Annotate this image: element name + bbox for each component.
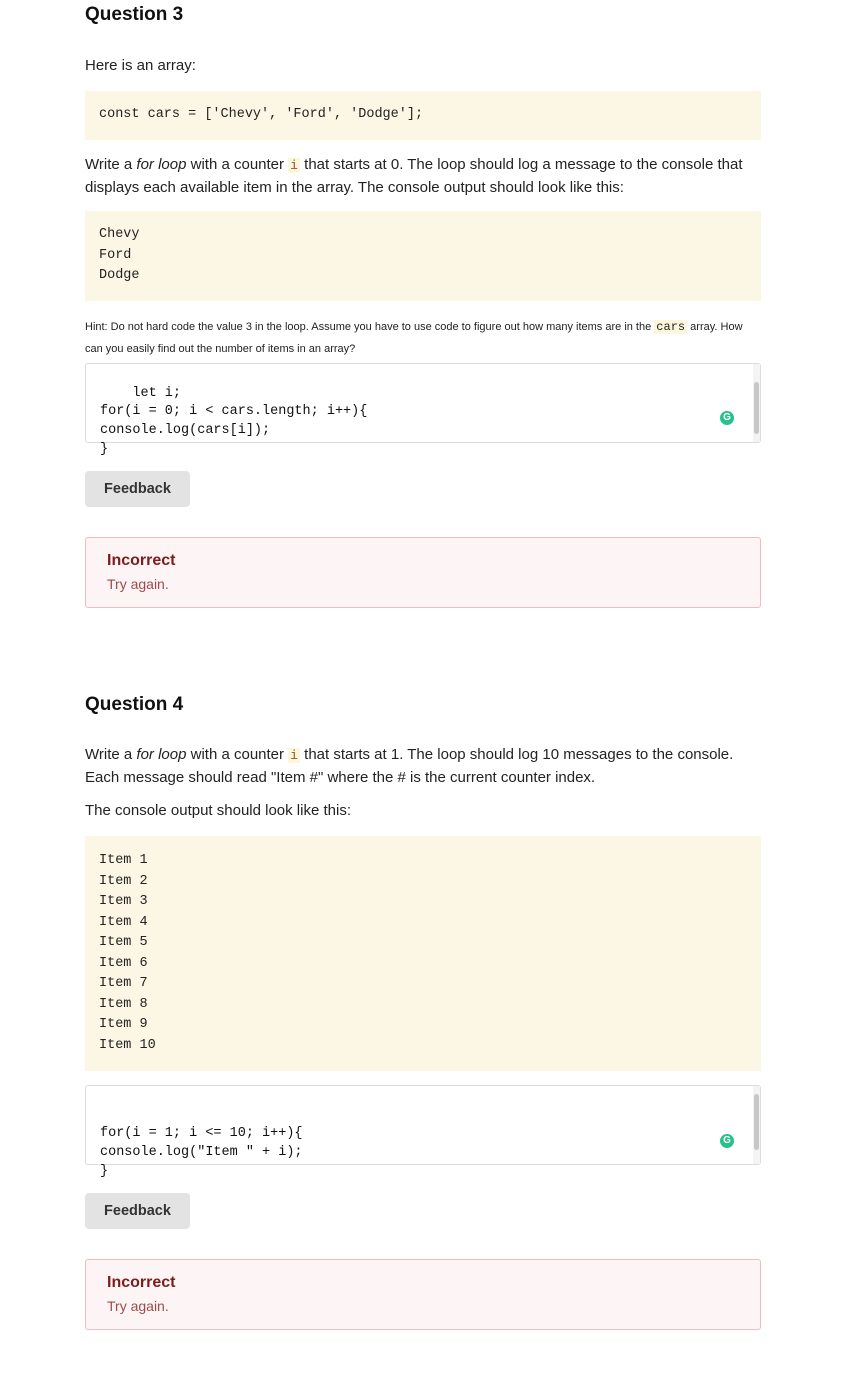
output-line: Item 7 (99, 976, 148, 991)
prompt-text: Write a (85, 746, 137, 763)
result-alert (85, 537, 761, 608)
output-line: Item 5 (99, 935, 148, 950)
output-line: Item 9 (99, 1017, 148, 1032)
result-title: Incorrect (107, 1274, 176, 1291)
result-alert (85, 1259, 761, 1330)
output-line: Dodge (99, 268, 140, 283)
prompt-text: Write a (85, 156, 137, 173)
feedback-button[interactable]: Feedback (85, 471, 190, 507)
scrollbar-thumb[interactable] (754, 382, 759, 434)
answer-textarea[interactable] (85, 1085, 761, 1179)
result-title: Incorrect (107, 552, 176, 569)
array-code-block: const cars = ['Chevy', 'Ford', 'Dodge']; (85, 91, 761, 140)
result-message: Try again. (107, 1298, 169, 1314)
output-line: Item 8 (99, 996, 148, 1012)
prompt-text: with a counter (186, 746, 289, 763)
grammarly-icon[interactable]: G (720, 1134, 734, 1148)
grammarly-icon[interactable]: G (720, 411, 734, 425)
counter-variable: i (290, 748, 298, 763)
output-line: Item 1 (99, 853, 148, 868)
answer-text: for(i = 1; i <= 10; i++){ console.log("Item " + i); } (100, 1126, 303, 1179)
question-3-intro: Here is an array: (85, 57, 196, 74)
answer-text: let i; for(i = 0; i < cars.length; i++){ console.log(cars[i]); } (100, 385, 368, 457)
question-4-prompt (85, 744, 761, 789)
question-3-hint (85, 316, 761, 360)
question-3-title: Question 3 (85, 4, 184, 25)
question-4-output-intro: The console output should look like this: (85, 802, 351, 819)
output-line: Item 6 (99, 955, 148, 971)
hint-code: cars (656, 320, 686, 334)
expected-output-block (85, 211, 761, 301)
output-line: Item 4 (99, 914, 148, 930)
scrollbar-thumb[interactable] (754, 1094, 759, 1150)
hint-text: array. How can you easily find out the number of items in an array? (85, 321, 743, 355)
feedback-button[interactable]: Feedback (85, 1193, 190, 1229)
answer-textarea[interactable] (85, 363, 761, 457)
counter-variable: i (290, 158, 298, 173)
result-message: Try again. (107, 576, 169, 592)
output-line: Item 3 (99, 894, 148, 909)
prompt-text: with a counter (186, 156, 289, 173)
prompt-text: that starts at 0. The loop should log a message to the console that displays each available item in the array. The console output should look like this: (85, 156, 743, 196)
output-line: Item 2 (99, 873, 148, 889)
question-4-title: Question 4 (85, 694, 184, 715)
prompt-emphasis: for loop (136, 156, 187, 173)
prompt-emphasis: for loop (136, 746, 187, 763)
prompt-text: that starts at 1. The loop should log 10 messages to the console. Each message should read "Item #" where the # is the current counter index. (85, 746, 734, 786)
question-3-prompt (85, 154, 761, 199)
output-line: Item 10 (99, 1037, 156, 1053)
output-line: Ford (99, 247, 132, 263)
expected-output-block (85, 836, 761, 1071)
hint-text: Hint: Do not hard code the value 3 in the loop. Assume you have to use code to figure out how many items are in the (85, 321, 655, 333)
output-line: Chevy (99, 227, 140, 242)
